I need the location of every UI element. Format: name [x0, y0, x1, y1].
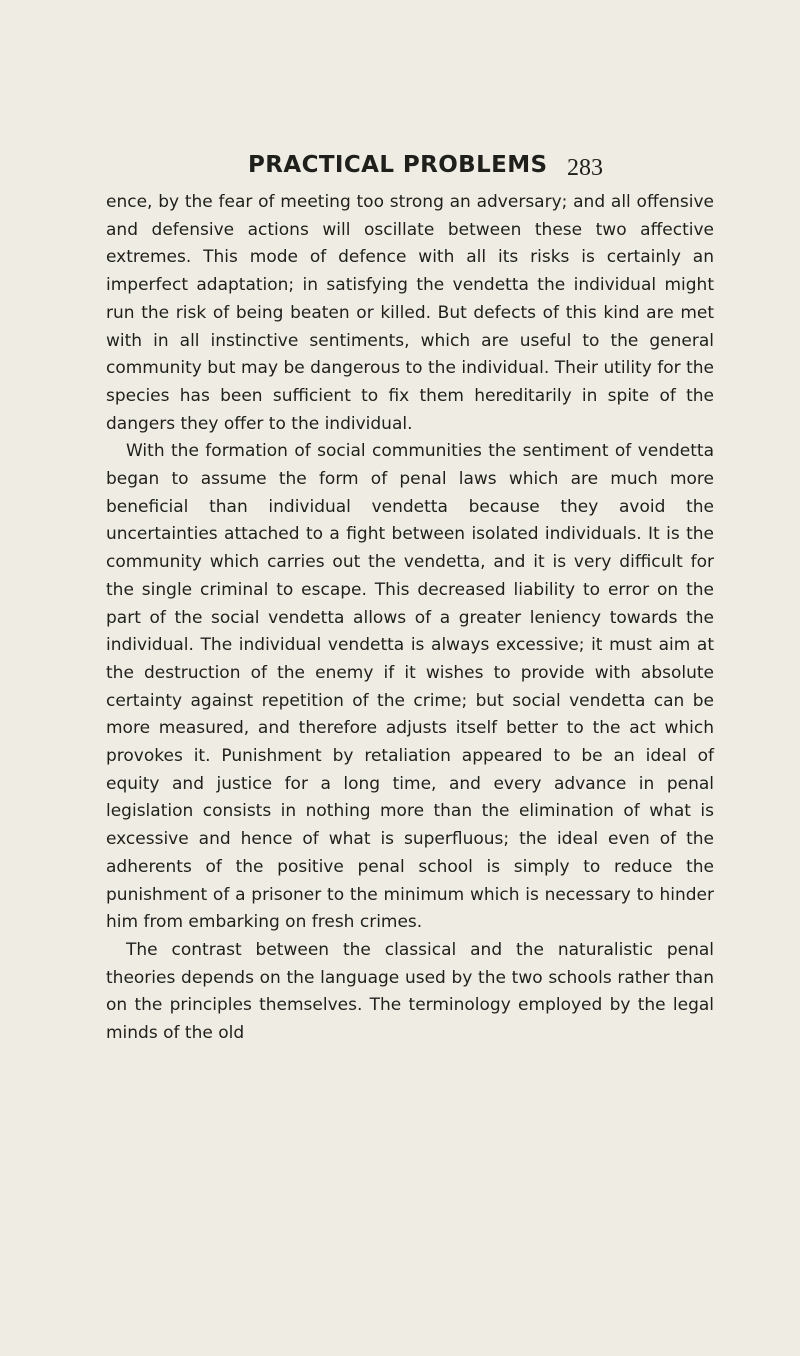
running-title: PRACTICAL PROBLEMS	[248, 152, 548, 178]
paragraph-3: The contrast between the classical and the naturalistic penal theories depends on the language used by the two schools rather than on the principles themselves. The terminology employed by the legal minds of the old	[106, 939, 714, 1044]
running-head	[248, 148, 603, 182]
page-number: 283	[567, 155, 603, 181]
body-text	[106, 189, 714, 1048]
paragraph-1: ence, by the fear of meeting too strong an adversary; and all offensive and defensive actions will oscillate between these two affective extremes. This mode of defence with all its risks is certainly an imperfect adaptation; in satisfying the vendetta the individual might run the risk of being beaten or killed. But defects of this kind are met with in all instinctive sentiments, which are useful to the general community but may be dangerous to the individual. Their utility for the species has been sufficient to fix them hereditarily in spite of the dangers they offer to the individual.	[106, 192, 714, 434]
paragraph-2: With the formation of social communities the sentiment of vendetta began to assume the form of penal laws which are much more beneficial than individual vendetta because they avoid the uncertainties attached to a fight between isolated individuals. It is the community which carries out the vendetta, and it is very difficult for the single criminal to escape. This decreased liability to error on the part of the social vendetta allows of a greater leniency towards the individual. The individual vendetta is always excessive; it must aim at the destruction of the enemy if it wishes to provide with absolute certainty against repetition of the crime; but social vendetta can be more measured, and therefore adjusts itself better to the act which provokes it. Punishment by retaliation appeared to be an ideal of equity and justice for a long time, and every advance in penal legislation consists in nothing more than the elimination of what is excessive and hence of what is superfluous; the ideal even of the adherents of the positive penal school is simply to reduce the punishment of a prisoner to the minimum which is necessary to hinder him from embarking on fresh crimes.	[106, 441, 714, 933]
